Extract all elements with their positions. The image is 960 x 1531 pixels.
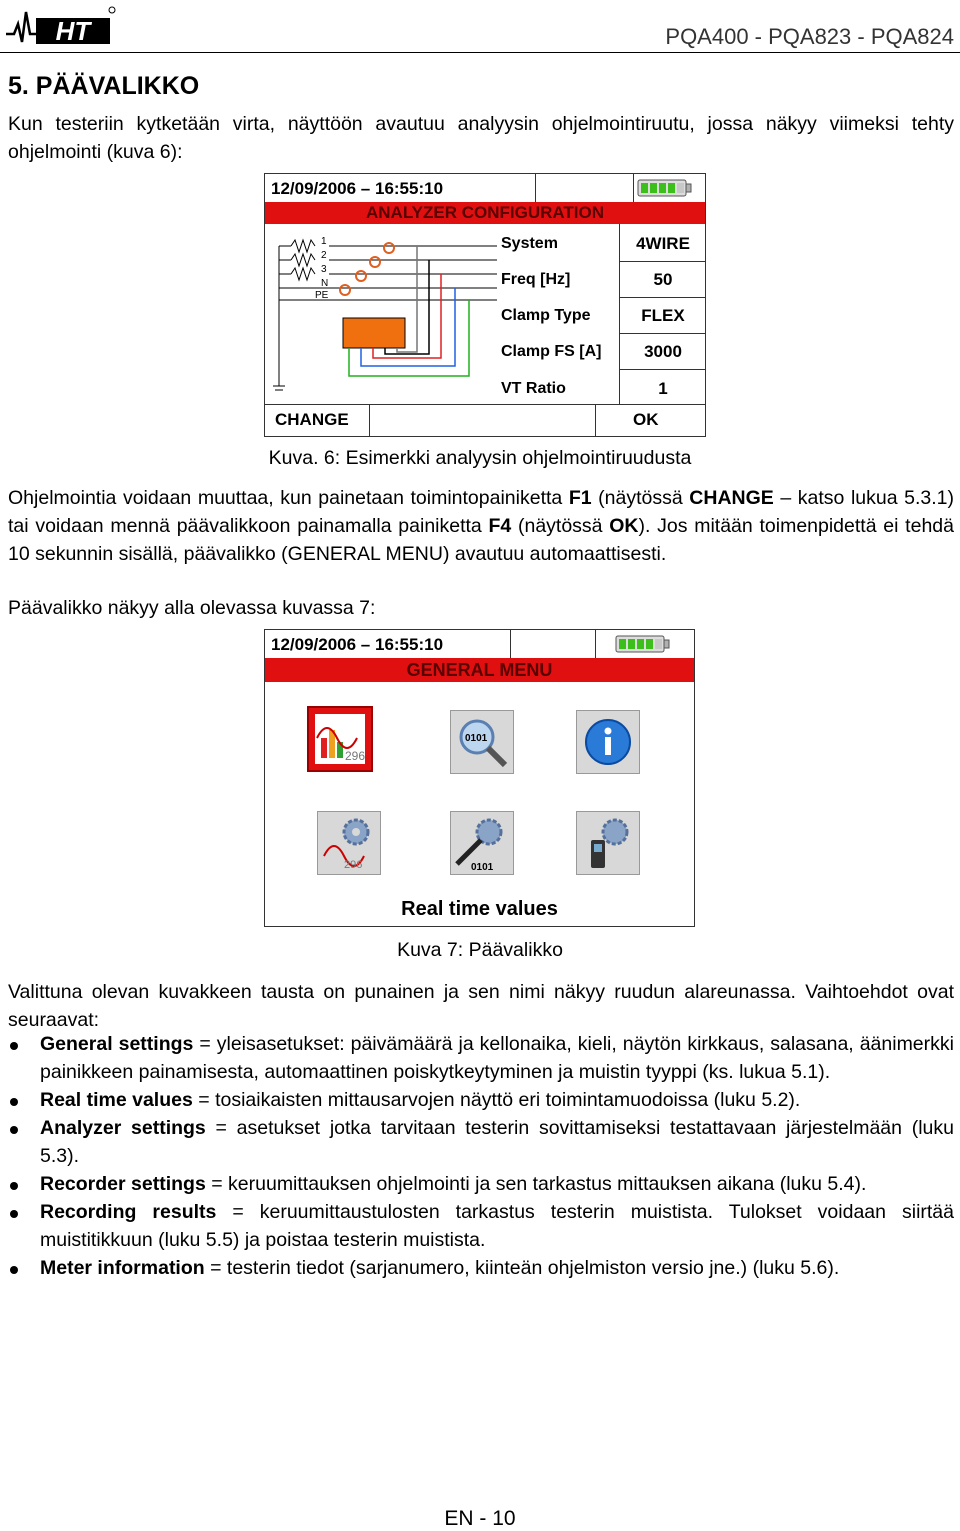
system-label: System [501,235,558,252]
clamp-fs-label: Clamp FS [A] [501,343,602,360]
phase-label-2: 2 [321,250,327,261]
wiring-diagram [269,226,499,396]
menu-options-list [8,1030,954,1282]
list-item: Real time values = tosiaikaisten mittausarvojen näyttö eri toimintamuodoissa (luku 5.2). [8,1086,954,1114]
figure7-caption: Kuva 7: Päävalikko [397,939,563,961]
datetime: 12/09/2006 – 16:55:10 [271,635,444,654]
analyzer-settings-icon[interactable] [317,811,381,875]
clamp-type-value[interactable]: FLEX [641,306,685,325]
vt-ratio-value[interactable]: 1 [658,379,668,398]
phase-label-3: 3 [321,264,327,275]
svg-text:296: 296 [345,749,366,763]
phase-label-1: 1 [321,236,327,247]
list-item: Meter information = testerin tiedot (sarjanumero, kiinteän ohjelmiston versio jne.) (luku 5.6). [8,1254,954,1282]
options-intro-paragraph: Valittuna olevan kuvakkeen tausta on punainen ja sen nimi näkyy ruudun alareunassa. Vaihtoehdot ovat seuraavat: [8,981,954,1031]
clamp-fs-value[interactable]: 3000 [644,342,682,361]
meter-information-icon[interactable] [576,710,640,774]
menu-title-bar: GENERAL MENU [265,658,694,682]
change-paragraph: Ohjelmointia voidaan muuttaa, kun painetaan toimintopainiketta F1 (näytössä CHANGE – katso lukua 5.3.1) tai voidaan mennä päävalikkoon painamalla painiketta F4 (näytössä OK). Jos mitään toimenpidettä ei tehdä 10 sekunnin sisällä, päävalikko (GENERAL MENU) avautuu automaattisesti. [8,487,954,565]
logo-text: HT [55,16,91,46]
list-item: Analyzer settings = asetukset jotka tarvitaan testerin sovittamiseksi testattavaan järjestelmään (luku 5.3). [8,1114,954,1170]
vt-ratio-label: VT Ratio [501,380,566,397]
ok-key[interactable]: OK [633,410,659,429]
battery-icon [615,634,671,654]
general-settings-icon[interactable] [576,811,640,875]
phase-label-pe: PE [315,290,329,301]
general-menu-screen [264,629,695,927]
svg-text:0101: 0101 [471,862,494,873]
freq-value[interactable]: 50 [653,270,673,289]
freq-label: Freq [Hz] [501,271,571,288]
recording-results-icon[interactable] [450,710,514,774]
recorder-settings-icon[interactable] [450,811,514,875]
battery-icon [637,178,693,198]
analyzer-config-screen [264,173,706,437]
menu-intro-paragraph: Päävalikko näkyy alla olevassa kuvassa 7: [8,597,376,619]
svg-text:0101: 0101 [465,733,488,744]
figure6-caption: Kuva. 6: Esimerkki analyysin ohjelmointiruudusta [268,447,692,469]
phase-label-n: N [321,278,329,289]
list-item: General settings = yleisasetukset: päivämäärä ja kellonaika, kieli, näytön kirkkaus, salasana, äänimerkki painikkeen painamisesta, automaattinen poiskytkeytyminen ja muistin tyyppi (ks. lukua 5.1). [8,1030,954,1086]
svg-text:296: 296 [344,859,363,871]
change-key[interactable]: CHANGE [275,410,349,429]
real-time-values-icon[interactable] [307,706,373,772]
datetime: 12/09/2006 – 16:55:10 [271,179,444,198]
section-title: 5. PÄÄVALIKKO [8,72,200,100]
header-divider [0,52,960,53]
model-names: PQA400 - PQA823 - PQA824 [665,24,954,49]
list-item: Recording results = keruumittaustulosten tarkastus testerin muistista. Tulokset voidaan siirtää muistitikkuun (luku 5.5) ja poistaa testerin muistista. [8,1198,954,1254]
selected-menu-label: Real time values [401,898,558,920]
config-title-bar: ANALYZER CONFIGURATION [265,202,705,224]
list-item: Recorder settings = keruumittauksen ohjelmointi ja sen tarkastus mittauksen aikana (luku 5.4). [8,1170,954,1198]
system-value[interactable]: 4WIRE [636,234,690,253]
ht-logo [4,4,116,46]
intro-paragraph: Kun testeriin kytketään virta, näyttöön avautuu analyysin ohjelmointiruutu, jossa näkyy viimeksi tehty ohjelmointi (kuva 6): [8,113,954,163]
clamp-type-label: Clamp Type [501,307,591,324]
page-number: EN - 10 [444,1507,516,1530]
